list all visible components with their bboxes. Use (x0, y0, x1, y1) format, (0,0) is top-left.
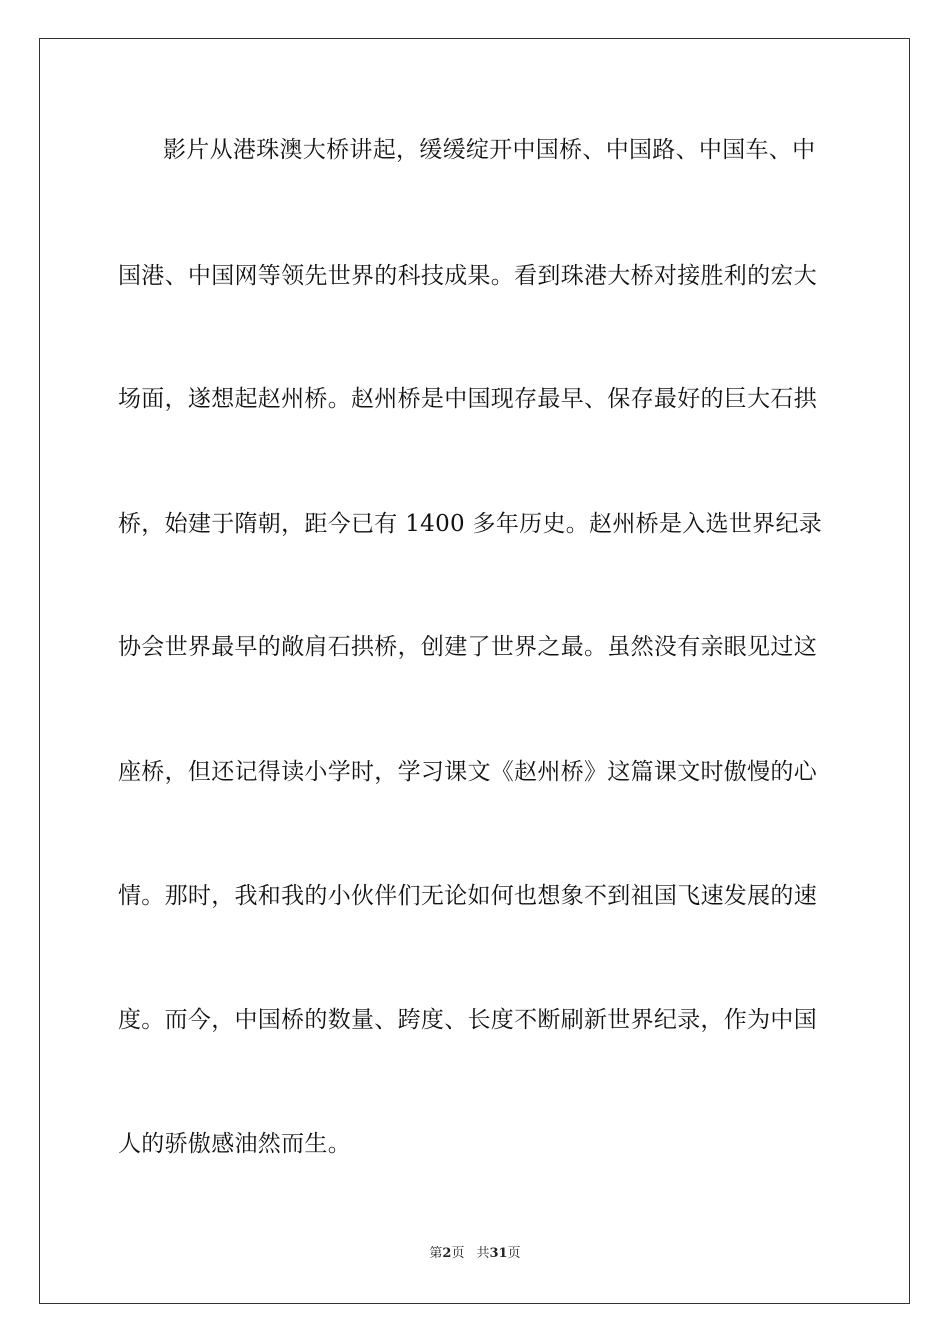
paragraph-line-2: 国港、中国网等领先世界的科技成果。看到珠港大桥对接胜利的宏大 (118, 263, 817, 289)
page-suffix: 页 (451, 1246, 465, 1261)
total-suffix: 页 (507, 1246, 521, 1261)
paragraph-line-7: 情。那时，我和我的小伙伴们无论如何也想象不到祖国飞速发展的速 (118, 883, 817, 909)
current-page-number: 2 (442, 1246, 452, 1261)
paragraph-line-1: 影片从港珠澳大桥讲起，缓缓绽开中国桥、中国路、中国车、中 (163, 137, 816, 163)
total-prefix: 共 (476, 1246, 490, 1261)
paragraph-line-5: 协会世界最早的敞肩石拱桥，创建了世界之最。虽然没有亲眼见过这 (118, 634, 817, 660)
paragraph-line-4: 桥，始建于隋朝，距今已有 1400 多年历史。赵州桥是入选世界纪录 (118, 511, 823, 537)
paragraph-line-3: 场面，遂想起赵州桥。赵州桥是中国现存最早、保存最好的巨大石拱 (118, 386, 817, 412)
paragraph-line-6: 座桥，但还记得读小学时，学习课文《赵州桥》这篇课文时傲慢的心 (118, 759, 817, 785)
paragraph-line-9: 人的骄傲感油然而生。 (118, 1131, 351, 1157)
page-border (39, 38, 910, 1304)
paragraph-line-8: 度。而今，中国桥的数量、跨度、长度不断刷新世界纪录，作为中国 (118, 1007, 817, 1033)
page-footer (0, 1246, 950, 1262)
total-pages-number: 31 (489, 1246, 508, 1261)
page-prefix: 第 (429, 1246, 443, 1261)
